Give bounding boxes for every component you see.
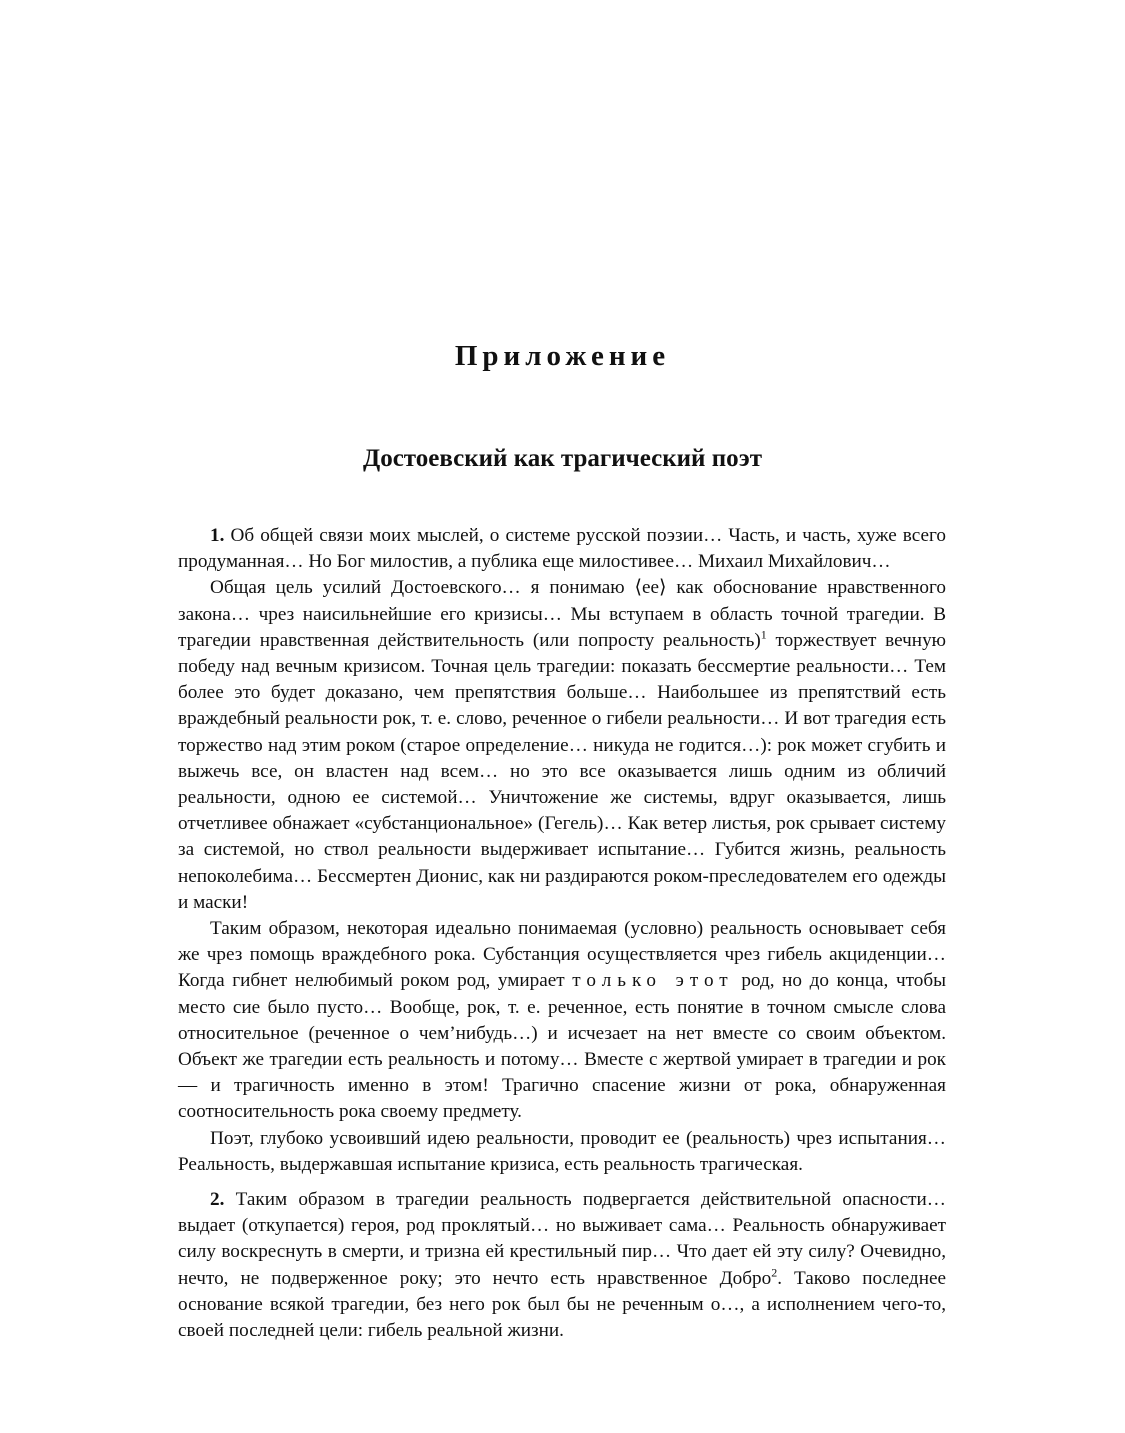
footnote-marker-1: 1 bbox=[760, 627, 767, 642]
section-1-paragraph-3-text-a: Таким образом, некоторая идеально понимаемая (условно) реальность основывает себя же чрез помощь враждебного рока. Субстанция осуществляется чрез гибель акциденции… Когда гибнет нелюбимый роком род, умирает bbox=[178, 918, 946, 992]
section-1-paragraph-2-text-a: Общая цель усилий Достоевского… я понимаю ⟨ее⟩ как обоснование нравственного закона… чрез наисильнейшие его кризисы… Мы вступаем в область точной трагедии. В трагедии нравственная действительность (или попросту реальность) bbox=[178, 577, 946, 651]
section-1-paragraph-4 bbox=[178, 1126, 946, 1178]
section-2-paragraph-1-text-b: . Таково последнее основание всякой трагедии, без него рок был бы не реченным о…, а исполнением чего-то, своей последней цели: гибель реальной жизни. bbox=[178, 1267, 946, 1342]
article-body bbox=[178, 523, 946, 1344]
appendix-title: Приложение bbox=[454, 340, 671, 372]
section-1-paragraph-1 bbox=[178, 523, 946, 575]
section-2-paragraph-1-text-a: Таким образом в трагедии реальность подвергается действительной опасности… выдает (откупается) героя, род проклятый… но выживает сама… Реальность обнаруживает силу воскреснуть в смерти, и тризна ей крестильный пир… Что дает ей эту силу? Очевидно, нечто, не подверженное року; это нечто есть нравственное Добро bbox=[178, 1189, 946, 1289]
footnote-marker-2: 2 bbox=[771, 1265, 778, 1280]
section-1-paragraph-3 bbox=[178, 916, 946, 1126]
section-1-paragraph-2 bbox=[178, 575, 946, 916]
article-title: Достоевский как трагический поэт bbox=[363, 445, 762, 472]
section-1-number: 1. bbox=[210, 525, 225, 546]
section-1-paragraph-3-text-b: род, но до конца, чтобы место сие было пусто… Вообще, рок, т. е. реченное, есть понятие в точном смысле слова относительное (реченное о чем’нибудь…) и исчезает на нет вместе со своим объектом. Объект же трагедии есть реальность и потому… Вместе с жертвой умирает в трагедии и рок — и трагичность именно в этом! Трагично спасение жизни от рока, обнаруженная соотносительность рока своему предмету. bbox=[178, 970, 946, 1123]
section-1-paragraph-2-text-b: торжествует вечную победу над вечным кризисом. Точная цель трагедии: показать бессмертие реальности… Тем более это будет доказано, чем препятствия больше… Наибольшее из препятствий есть враждебный реальности рок, т. е. слово, реченное о гибели реальности… И вот трагедия есть торжество над этим роком (старое определение… никуда не годится…): рок может сгубить и выжечь все, он властен над всем… но это все оказывается лишь одним из обличий реальности, одною ее системой… Уничтожение же системы, вдруг оказывается, лишь отчетливее обнажает «субстанциональное» (Гегель)… Как ветер листья, рок срывает систему за системой, но ствол реальности выдерживает испытание… Губится жизнь, реальность непоколебима… Бессмертен Дионис, как ни раздираются роком-преследователем его одежды и маски! bbox=[178, 629, 947, 913]
section-1-paragraph-1-text: Об общей связи моих мыслей, о системе русской поэзии… Часть, и часть, хуже всего продуманная… Но Бог милостив, а публика еще милостивее… Михаил Михайлович… bbox=[178, 525, 947, 573]
section-1-paragraph-3-emphasis: только этот bbox=[572, 970, 734, 992]
section-1-paragraph-4-text: Поэт, глубоко усвоивший идею реальности, проводит ее (реальность) чрез испытания… Реальность, выдержавшая испытание кризиса, есть реальность трагическая. bbox=[178, 1127, 946, 1175]
section-2-number: 2. bbox=[210, 1189, 225, 1211]
section-2-paragraph-1 bbox=[178, 1187, 946, 1344]
